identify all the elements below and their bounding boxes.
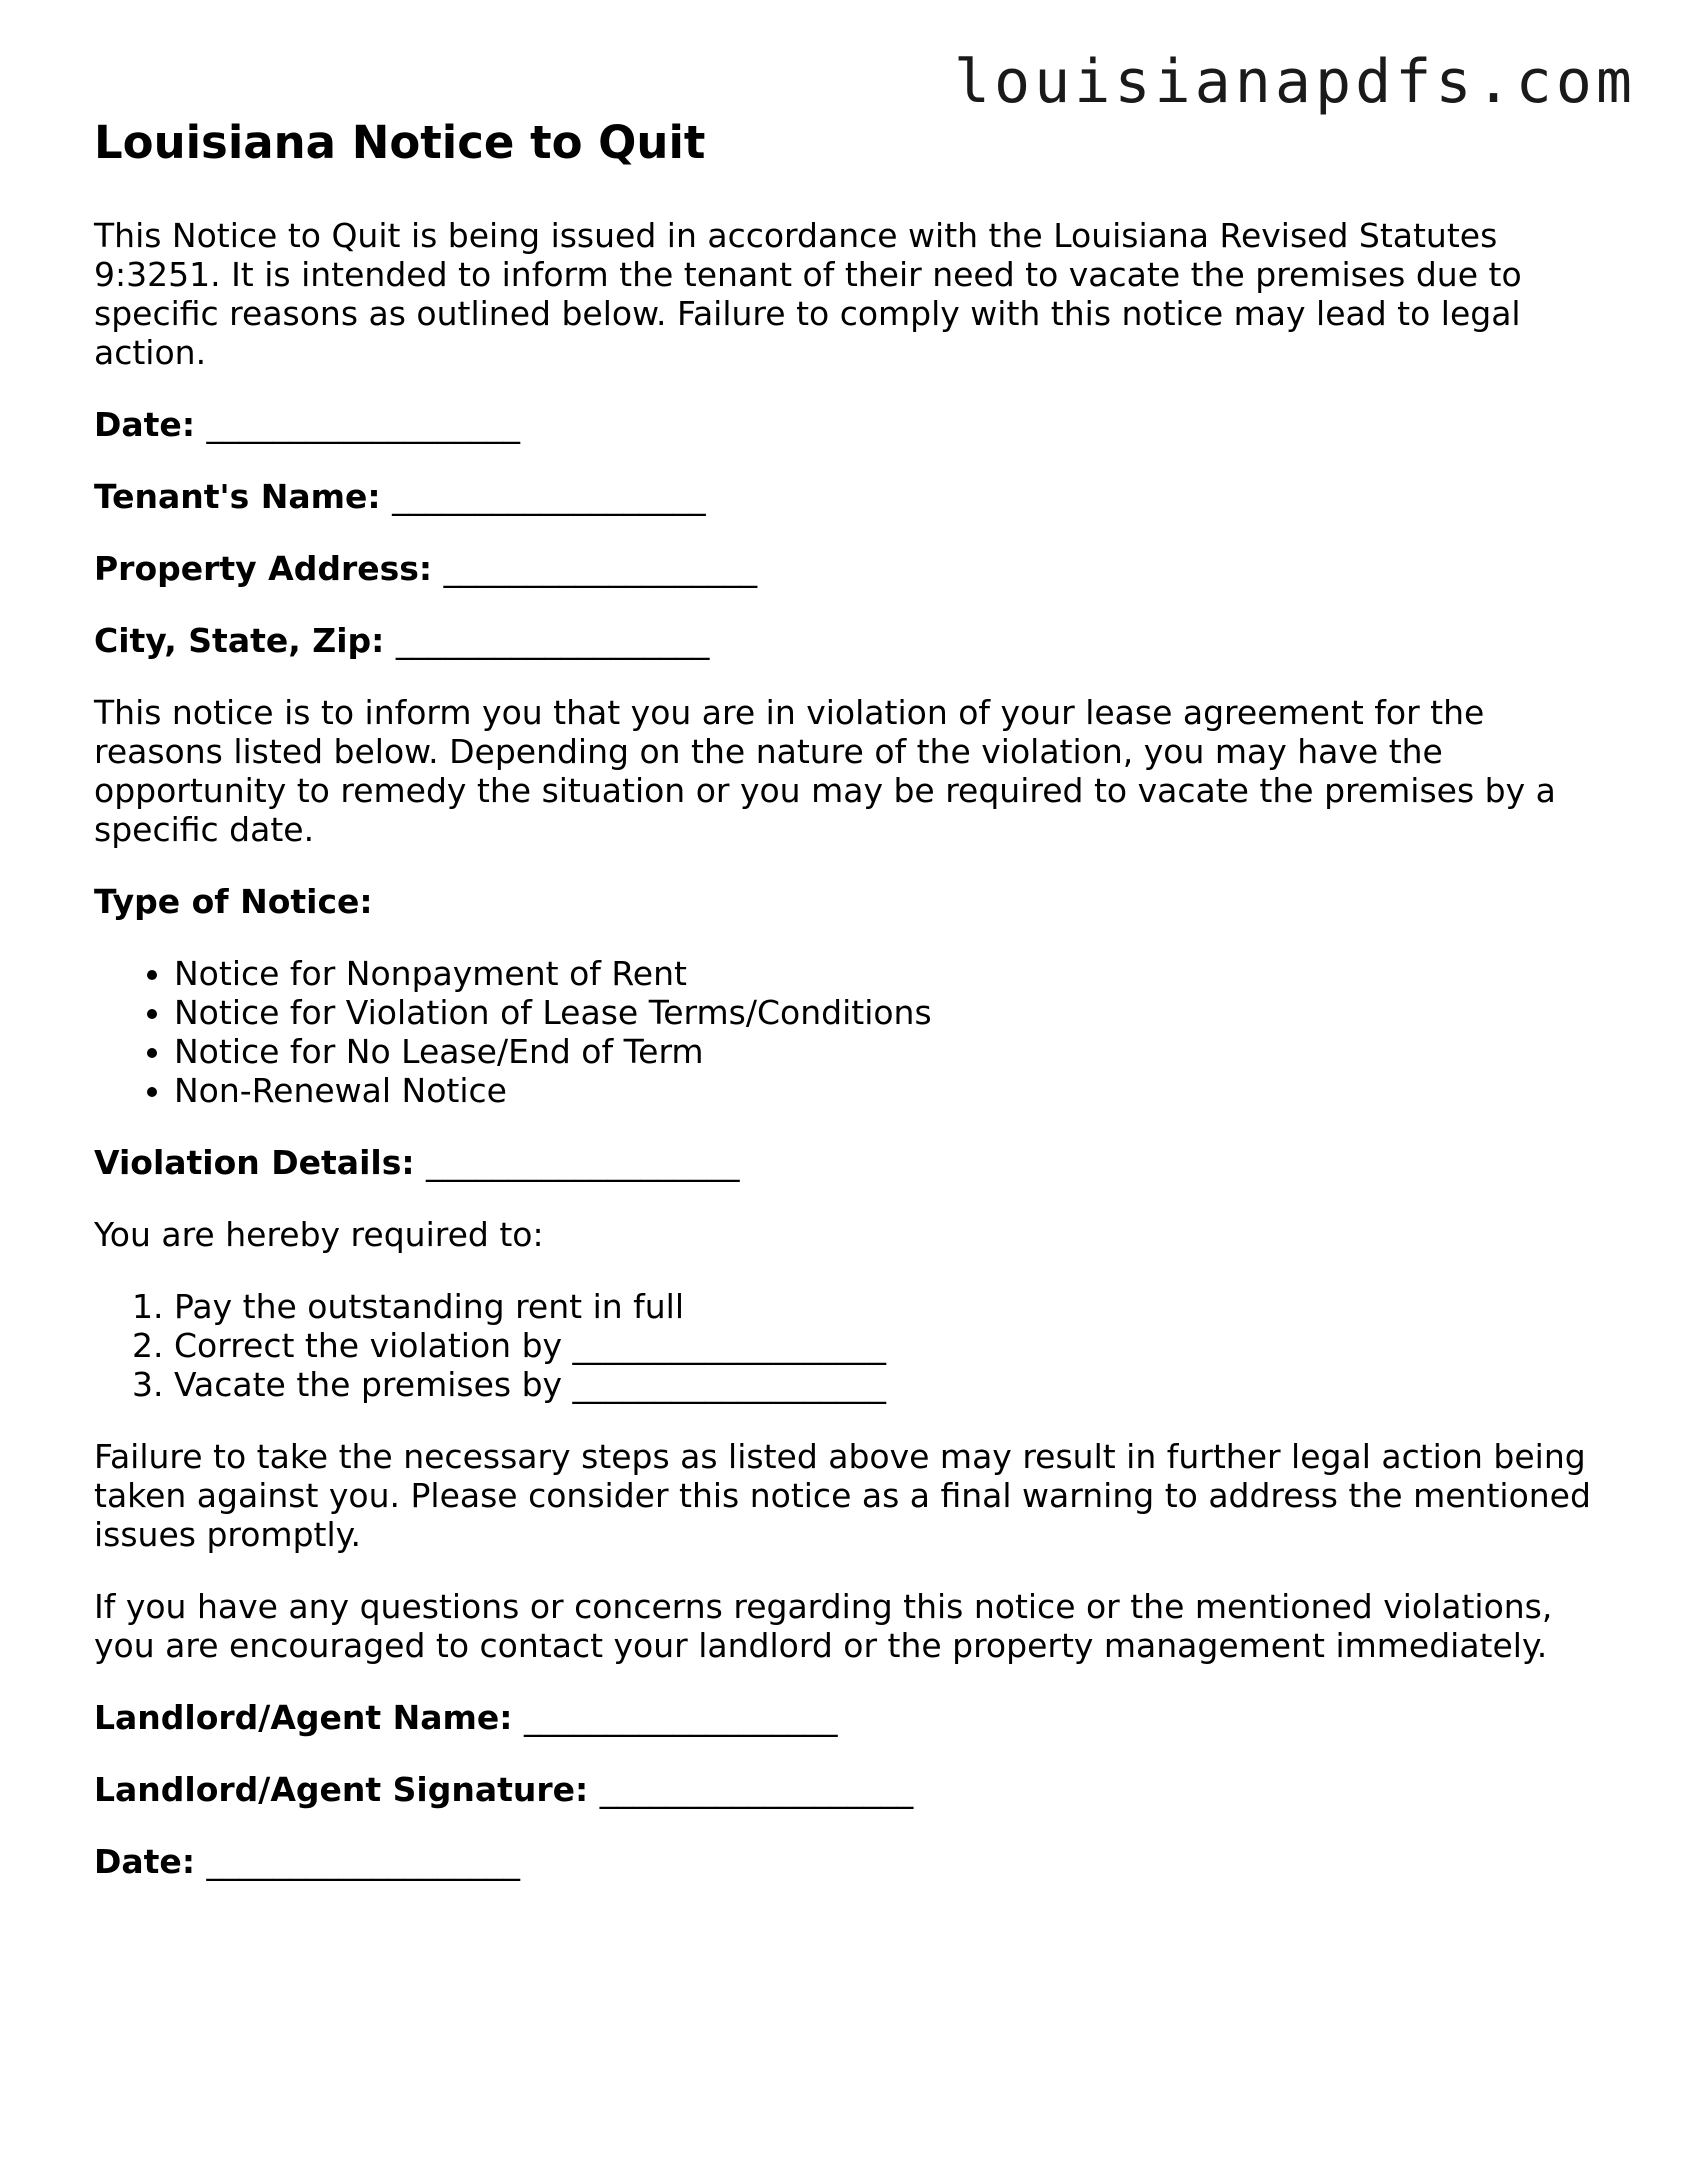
intro-paragraph: This Notice to Quit is being issued in accordance with the Louisiana Revised Statutes 9:3251. It is intended to inform the tenant of their need to vacate the premises due to specific reasons as outlined below. Failure to comply with this notice may lead to legal action.: [94, 216, 1522, 372]
landlord-signature-blank[interactable]: ___________________: [599, 1770, 914, 1809]
landlord-date-field: [94, 1842, 1594, 1881]
landlord-signature-label: Landlord/Agent Signature:: [94, 1770, 589, 1809]
required-actions-list: [94, 1287, 1594, 1404]
failure-paragraph: Failure to take the necessary steps as listed above may result in further legal action being taken against you. Please consider this notice as a final warning to address the mentioned issues promptly.: [94, 1437, 1591, 1554]
landlord-date-blank[interactable]: ___________________: [206, 1842, 521, 1881]
landlord-signature-field: [94, 1770, 1594, 1809]
landlord-name-blank[interactable]: ___________________: [524, 1698, 838, 1737]
tenant-name-label: Tenant's Name:: [94, 477, 381, 516]
document-page: [94, 116, 1594, 1914]
required-item-text: Pay the outstanding rent in full: [174, 1287, 685, 1326]
list-item: • Notice for Violation of Lease Terms/Conditions: [174, 993, 1594, 1032]
correct-by-blank[interactable]: ___________________: [572, 1326, 887, 1365]
tenant-name-blank[interactable]: ___________________: [392, 477, 706, 516]
watermark: louisianapdfs.com: [953, 47, 1636, 117]
property-address-label: Property Address:: [94, 549, 433, 588]
city-state-zip-label: City, State, Zip:: [94, 621, 385, 660]
landlord-date-label: Date:: [94, 1842, 196, 1881]
date-field: [94, 405, 1594, 444]
type-of-notice-heading: Type of Notice:: [94, 882, 373, 921]
date-label: Date:: [94, 405, 196, 444]
violation-details-blank[interactable]: ___________________: [426, 1143, 740, 1182]
landlord-name-label: Landlord/Agent Name:: [94, 1698, 513, 1737]
list-item: [174, 1365, 1594, 1404]
city-state-zip-field: [94, 621, 1594, 660]
violation-details-label: Violation Details:: [94, 1143, 415, 1182]
page-title: Louisiana Notice to Quit: [94, 116, 706, 169]
property-address-blank[interactable]: ___________________: [443, 549, 758, 588]
required-item-text: Vacate the premises by: [174, 1365, 563, 1404]
tenant-name-field: [94, 477, 1594, 516]
required-item-text: Correct the violation by: [174, 1326, 563, 1365]
property-address-field: [94, 549, 1594, 588]
list-item: • Notice for No Lease/End of Term: [174, 1032, 1594, 1071]
violation-notice-paragraph: This notice is to inform you that you are in violation of your lease agreement for the reasons listed below. Depending on the nature of the violation, you may have the opportunity to remedy the situation or you may be required to vacate the premises by a specific date.: [94, 693, 1556, 849]
list-item: • Notice for Nonpayment of Rent: [174, 954, 1594, 993]
vacate-by-blank[interactable]: ___________________: [572, 1365, 887, 1404]
notice-type-list: [94, 954, 1594, 1110]
required-intro: You are hereby required to:: [94, 1215, 544, 1254]
city-state-zip-blank[interactable]: ___________________: [395, 621, 710, 660]
landlord-name-field: [94, 1698, 1594, 1737]
violation-details-field: [94, 1143, 1594, 1182]
list-item: • Non-Renewal Notice: [174, 1071, 1594, 1110]
date-blank[interactable]: ___________________: [206, 405, 521, 444]
list-item: [174, 1326, 1594, 1365]
contact-paragraph: If you have any questions or concerns regarding this notice or the mentioned violations, you are encouraged to contact your landlord or the property management immediately.: [94, 1587, 1553, 1665]
list-item: [174, 1287, 1594, 1326]
